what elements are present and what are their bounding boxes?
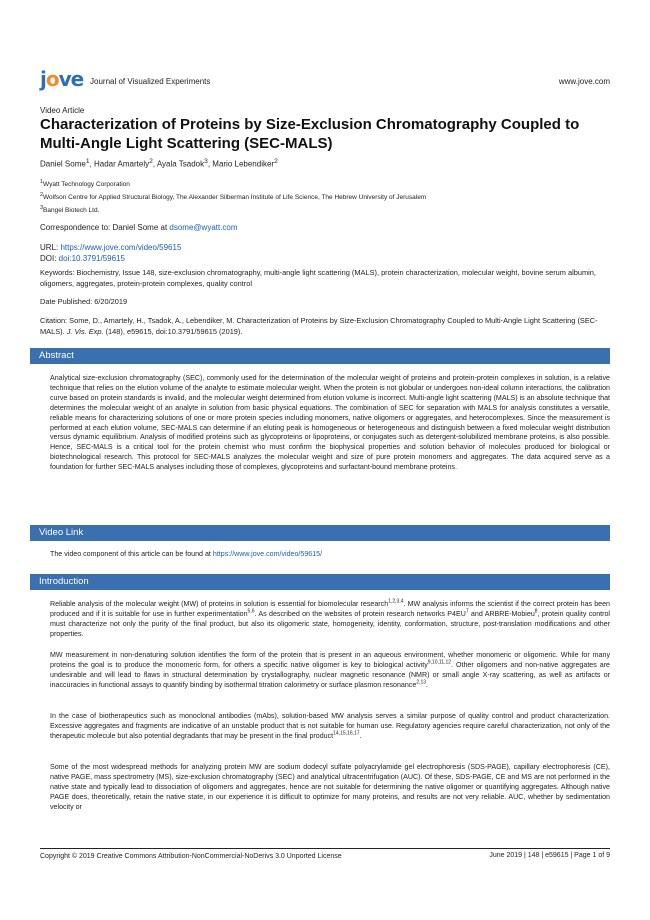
- doi-link[interactable]: doi:10.3791/59615: [58, 254, 125, 263]
- article-url-link[interactable]: https://www.jove.com/video/59615: [60, 243, 182, 252]
- video-url-link[interactable]: https://www.jove.com/video/59615/: [212, 550, 323, 558]
- article-type: Video Article: [40, 106, 85, 115]
- article-title: Characterization of Proteins by Size-Exclusion Chromatography Coupled to Multi-Angle Light Scattering (SEC-MALS): [40, 116, 580, 152]
- email-link[interactable]: dsome@wyatt.com: [169, 223, 238, 232]
- video-link-text: The video component of this article can be found at https://www.jove.com/video/59615/: [50, 550, 323, 558]
- intro-paragraph: Some of the most widespread methods for analyzing protein MW are sodium dodecyl sulfate polyacrylamide gel electrophoresis (SDS-PAGE), capillary electrophoresis (CE), native PAGE, mass spectrometry (MS), size-exclusion chromatography (SEC) and analytical ultracentrifugation (AUC). Of these, SDS-PAGE, CE and MS are not performed in the native state and typically lead to dissociation of oligomers and aggregates, hence are not suitable for determining the native oligomer or quantifying aggregates. Although native PAGE does, theoretically, retain the native state, in our experience it is difficult to optimize for many proteins, and results are not very reliable. AUC, whether by sedimentation velocity or: [50, 763, 610, 811]
- page-info: June 2019 | 148 | e59615 | Page 1 of 9: [489, 852, 610, 859]
- intro-paragraph: Reliable analysis of the molecular weight (MW) of proteins in solution is essential for biomolecular research$^{1,2,3,4}$. MW analysis informs the scientist if the correct protein has been produced and if it is suitable for use in further experimentation$^{5,6}$. As described on the websites of protein research networks $P4EU^7$ and ARBRE-Mobieu$^8$, protein quality control must characterize not only the purity of the final product, but also its oligomeric state, homogeneity, identity, conformation, structure, post-translation modifications and other properties.: [50, 598, 610, 638]
- doi-line: DOI: doi:10.3791/59615: [40, 254, 125, 263]
- site-url[interactable]: www.jove.com: [558, 77, 610, 86]
- author-name: Daniel Some: [40, 159, 86, 169]
- affiliations: [40, 177, 610, 216]
- intro-paragraph: MW measurement in non-denaturing solution identifies the form of the protein that is present in an aqueous environment, whether monomeric or oligomeric. While for many proteins the goal is to produce the monomeric form, for others a specific native oligomer is key to biological activity$^{9,10,11,12}$. Other oligomers and non-native aggregates are undesirable and will lead to flaws in structural determination by crystallography, nuclear magnetic resonance (NMR) or small angle X-ray scattering, as well as artifacts or inaccuracies in functional assays to quantify binding by isothermal titration calorimetry or surface plasmon resonance$^{2,13}$.: [50, 651, 610, 689]
- abstract-text: Analytical size-exclusion chromatography (SEC), commonly used for the determination of the molecular weight of proteins and protein-protein complexes in solution, is a relative technique that relies on the elution volume of the analyte to estimate molecular weight. When the protein is not globular or undergoes non-ideal column interactions, the calibration curve based on protein standards is invalid, and the molecular weight determined from elution volume is incorrect. Multi-angle light scattering (MALS) is an absolute technique that determines the molecular weight of an analyte in solution from basic physical equations. The combination of SEC for separation with MALS for analysis constitutes a versatile, reliable means for characterizing solutions of one or more protein species including monomers, native oligomers or aggregates, and heterocomplexes. Since the measurement is performed at each elution volume, SEC-MALS can determine if an eluting peak is homogeneous or heterogeneous and distinguish between a fixed molecular weight distribution versus dynamic equilibrium. Analysis of modified proteins such as glycoproteins or lipoproteins, or conjugates such as detergent-solubilized membrane proteins, is also possible. Hence, SEC-MALS is a critical tool for the protein chemist who must confirm the biophysical properties and solution behavior of molecules produced for biological or biotechnological research. This protocol for SEC-MALS analyzes the molecular weight and size of pure protein monomers and aggregates. The data acquired serve as a foundation for further SEC-MALS analyses including those of complexes, glycoproteins and surfactant-bound membrane proteins.: [50, 374, 610, 472]
- author-name: Ayala Tsadok: [156, 159, 205, 169]
- correspondence: Correspondence to: Daniel Some at dsome@wyatt.com: [40, 223, 238, 232]
- page-header: [40, 68, 610, 90]
- date-published: Date Published: 6/20/2019: [40, 297, 128, 306]
- affiliation: $^1$Wyatt Technology Corporation: [40, 179, 130, 189]
- citation: Citation: Some, D., Amartely, H., Tsadok, A., Lebendiker, M. Characterization of Proteins by Size-Exclusion Chromatography Coupled to Multi-Angle Light Scattering (SEC-MALS). J. Vis. Exp. (148), e59615, doi:10.3791/59615 (2019).: [40, 316, 598, 336]
- section-header-video-link: Video Link: [30, 525, 610, 541]
- intro-paragraph: In the case of biotherapeutics such as monoclonal antibodies (mAbs), solution-based MW analysis serves a similar purpose of quality control and product characterization. Excessive aggregates and fragments are indicative of an unstable product that is not suitable for human use. Regulatory agencies require careful characterization, not only of the therapeutic molecule but also potential degradants that may be present in the final product$^{14,15,16,17}$.: [50, 712, 610, 740]
- keywords: Keywords: Biochemistry, Issue 148, size-exclusion chromatography, multi-angle light scattering (MALS), protein characterization, molecular weight, bovine serum albumin, oligomers, aggregates, protein-protein complexes, quality control: [40, 268, 596, 288]
- journal-name: Journal of Visualized Experiments: [90, 77, 211, 86]
- affiliation: $^3$Bangel Biotech Ltd.: [40, 205, 100, 215]
- author-list: Daniel Some$^1$, Hadar Amartely$^2$, Ayala Tsadok$^3$, Mario Lebendiker$^2$: [40, 158, 278, 169]
- url-doi-block: [40, 242, 181, 264]
- section-header-abstract: Abstract: [30, 348, 610, 364]
- url-line: URL: https://www.jove.com/video/59615: [40, 243, 182, 252]
- jove-logo[interactable]: jove: [40, 67, 84, 91]
- author-name: Hadar Amartely: [93, 159, 150, 169]
- copyright-notice: Copyright © 2019 Creative Commons Attribution-NonCommercial-NoDerivs 3.0 Unported License: [40, 853, 342, 860]
- page-footer: [40, 848, 610, 860]
- section-header-introduction: Introduction: [30, 574, 610, 590]
- affiliation: $^2$Wolfson Centre for Applied Structural Biology, The Alexander Silberman Institute of Life Science, The Hebrew University of Jerusalem: [40, 192, 427, 202]
- author-name: Mario Lebendiker: [212, 159, 275, 169]
